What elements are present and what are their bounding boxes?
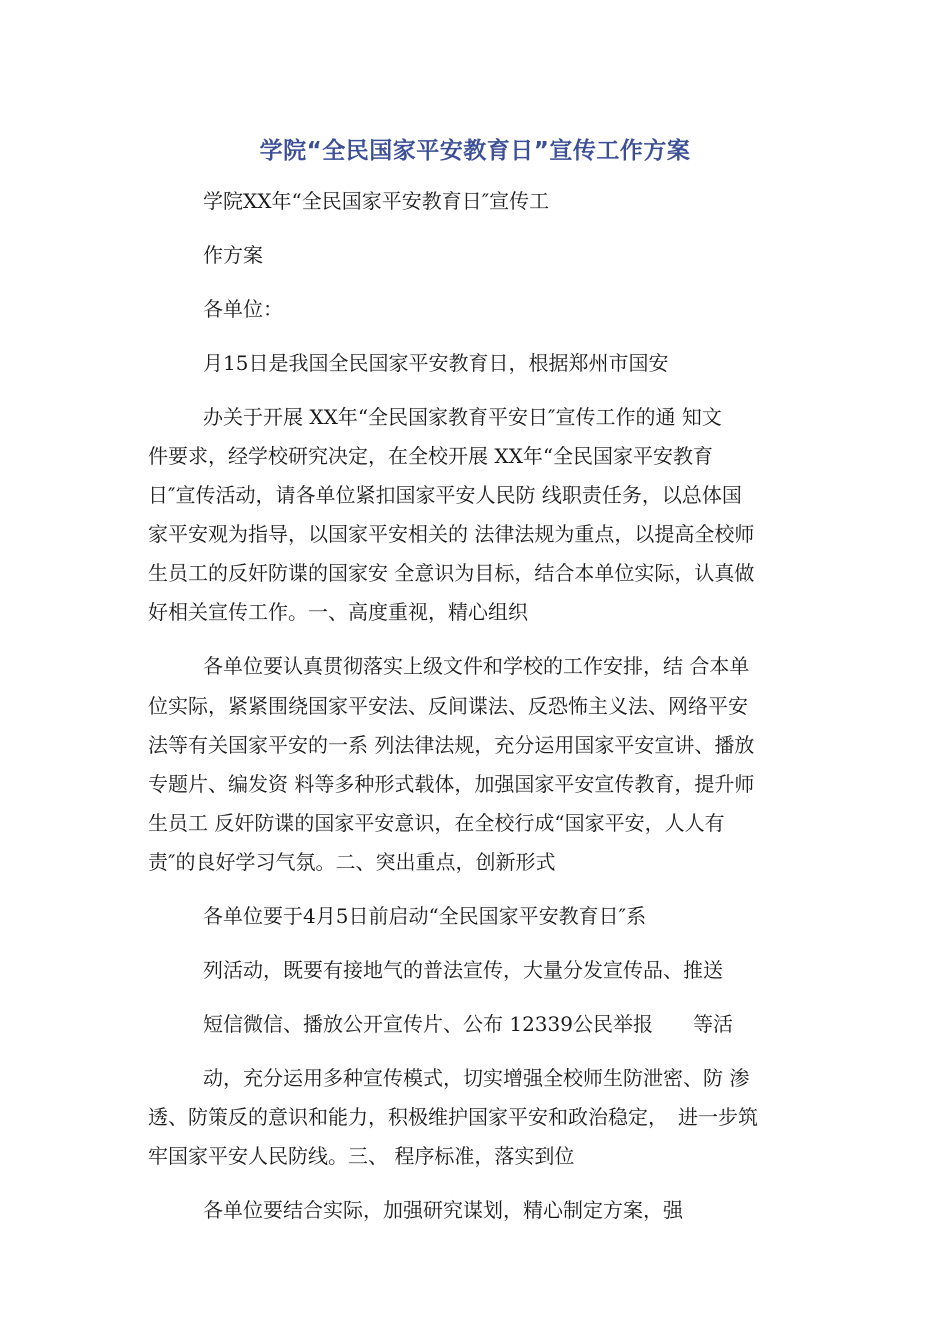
text-line: 好相关宣传工作。一、高度重视，精心组织: [148, 600, 528, 624]
text-line: 短信微信、播放公开宣传片、公布 12339公民举报 等活: [203, 1012, 733, 1036]
text-line: 专题片、编发资 料等多种形式载体，加强国家平安宣传教育，提升师: [148, 772, 755, 796]
text-line: 透、防策反的意识和能力，积极维护国家平安和政治稳定， 进一步筑: [148, 1105, 758, 1129]
text-line: 件要求，经学校研究决定，在全校开展 XX年“全民国家平安教育: [148, 444, 714, 468]
text-line: 办关于开展 XX年“全民国家教育平安日″宣传工作的通 知文: [203, 405, 722, 429]
text-line: 责″的良好学习气氛。二、突出重点，创新形式: [148, 850, 556, 874]
text-line: 动，充分运用多种宣传模式，切实增强全校师生防泄密、防 渗: [203, 1066, 750, 1090]
text-line: 各单位要认真贯彻落实上级文件和学校的工作安排，结 合本单: [203, 654, 750, 678]
text-line: 列活动，既要有接地气的普法宣传，大量分发宣传品、推送: [203, 958, 723, 982]
text-line: 各单位：: [203, 297, 283, 321]
text-line: 学院XX年“全民国家平安教育日″宣传工: [203, 189, 550, 213]
text-line: 牢国家平安人民防线。三、 程序标准，落实到位: [148, 1144, 575, 1168]
text-line: 生员工 反奸防谍的国家平安意识，在全校行成“国家平安，人人有: [148, 811, 725, 835]
document-title: 学院“全民国家平安教育日”宣传工作方案: [259, 138, 691, 164]
text-line: 家平安观为指导，以国家平安相关的 法律法规为重点，以提高全校师: [148, 522, 755, 546]
text-line: 各单位要于4月5日前启动“全民国家平安教育日″系: [203, 904, 647, 928]
text-line: 月15日是我国全民国家平安教育日，根据郑州市国安: [203, 351, 669, 375]
text-line: 作方案: [203, 243, 263, 267]
text-line: 各单位要结合实际，加强研究谋划，精心制定方案，强: [203, 1198, 683, 1222]
text-line: 日″宣传活动，请各单位紧扣国家平安人民防 线职责任务，以总体国: [148, 483, 742, 507]
text-line: 法等有关国家平安的一系 列法律法规，充分运用国家平安宣讲、播放: [148, 733, 755, 757]
text-line: 生员工的反奸防谍的国家安 全意识为目标，结合本单位实际，认真做: [148, 561, 755, 585]
text-line: 位实际，紧紧围绕国家平安法、反间谍法、反恐怖主义法、网络平安: [148, 694, 748, 718]
